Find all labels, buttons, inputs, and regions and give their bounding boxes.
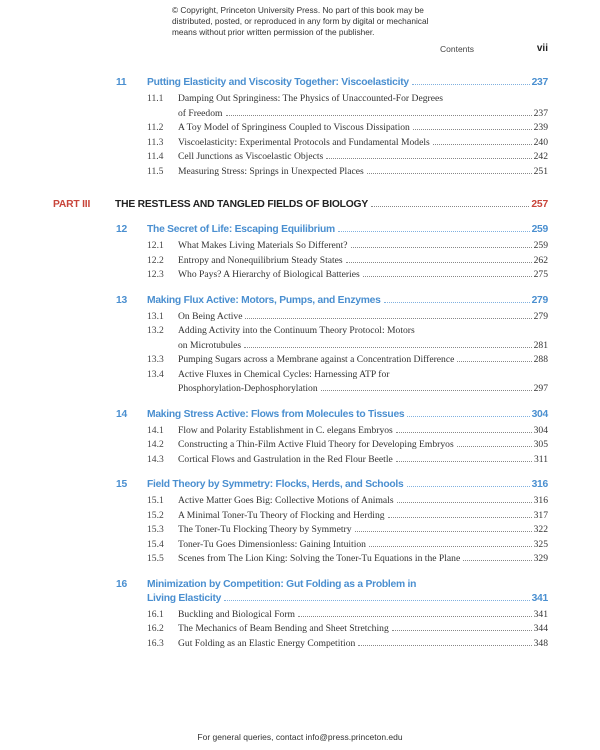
title-line xyxy=(178,494,548,509)
chapter-entry-title xyxy=(147,76,548,90)
section-entry-number: 15.5 xyxy=(147,553,164,564)
chapter-entry[interactable] xyxy=(116,578,548,606)
dot-leader xyxy=(412,84,530,85)
copyright-line: means without prior written permission of the publisher. xyxy=(172,27,375,38)
title-line xyxy=(147,478,548,492)
title-line xyxy=(178,310,548,325)
section-entry[interactable] xyxy=(147,509,548,524)
section-entry-title xyxy=(178,523,548,538)
section-entry-number: 11.3 xyxy=(147,136,164,148)
title-line xyxy=(178,438,548,453)
chapter-entry-title xyxy=(147,223,548,237)
section-list xyxy=(0,92,600,179)
dot-leader xyxy=(358,645,531,646)
page-number: 344 xyxy=(533,623,548,634)
section-entry-title xyxy=(178,254,548,269)
chapter-entry[interactable] xyxy=(116,294,548,308)
title-line xyxy=(178,453,548,468)
chapter-block xyxy=(0,478,600,567)
section-entry-title xyxy=(178,509,548,524)
dot-leader xyxy=(226,115,532,116)
title-text: Entropy and Nonequilibrium Steady States xyxy=(178,254,343,266)
title-text: Minimization by Competition: Gut Folding as a Problem in xyxy=(147,578,417,590)
dot-leader xyxy=(457,446,532,447)
section-entry-title xyxy=(178,552,548,567)
title-text: The Mechanics of Beam Bending and Sheet Stretching xyxy=(178,623,389,634)
part-page-number: 257 xyxy=(531,199,548,210)
section-entry-title xyxy=(178,150,548,165)
title-line xyxy=(178,353,548,368)
copyright-line: © Copyright, Princeton University Press. No part of this book may be xyxy=(172,5,424,15)
title-line xyxy=(178,368,548,383)
chapter-entry-title xyxy=(147,478,548,492)
chapter-block xyxy=(0,578,600,652)
title-text: What Makes Living Materials So Different? xyxy=(178,240,348,251)
section-entry-number: 15.1 xyxy=(147,495,164,506)
section-entry[interactable] xyxy=(147,368,548,397)
section-entry-number: 15.3 xyxy=(147,524,164,535)
section-entry[interactable] xyxy=(147,453,548,468)
dot-leader xyxy=(384,302,530,303)
title-text: Active Fluxes in Chemical Cycles: Harnessing ATP for xyxy=(178,368,390,380)
dot-leader xyxy=(338,231,530,232)
running-head xyxy=(440,44,548,54)
title-text: Flow and Polarity Establishment in C. elegans Embryos xyxy=(178,424,393,436)
section-entry-number: 14.1 xyxy=(147,424,164,436)
chapter-entry-number: 15 xyxy=(116,479,127,490)
dot-leader xyxy=(298,616,532,617)
copyright-line: distributed, posted, or reproduced in any form by digital or mechanical xyxy=(172,16,429,27)
section-entry[interactable] xyxy=(147,268,548,283)
section-entry-title xyxy=(178,165,548,180)
section-entry-title xyxy=(178,136,548,151)
section-entry-number: 11.1 xyxy=(147,93,164,104)
page-number: 240 xyxy=(533,136,548,148)
title-text: Adding Activity into the Continuum Theory Protocol: Motors xyxy=(178,325,415,336)
section-entry-title xyxy=(178,92,548,121)
page-number: 251 xyxy=(533,165,548,177)
chapter-block xyxy=(0,408,600,468)
section-entry[interactable] xyxy=(147,239,548,254)
title-text: Field Theory by Symmetry: Flocks, Herds, and Schools xyxy=(147,479,404,490)
dot-leader xyxy=(463,560,531,561)
section-entry-number: 14.3 xyxy=(147,453,164,465)
title-line xyxy=(178,608,548,623)
dot-leader xyxy=(367,173,532,174)
section-entry[interactable] xyxy=(147,538,548,553)
section-entry-number: 16.1 xyxy=(147,608,164,620)
page-number: 297 xyxy=(533,383,548,394)
section-entry[interactable] xyxy=(147,324,548,353)
dot-leader xyxy=(371,206,529,207)
section-entry-title xyxy=(178,494,548,509)
page-number: 341 xyxy=(531,592,548,604)
title-line xyxy=(178,239,548,254)
section-list xyxy=(0,608,600,652)
section-entry-title xyxy=(178,324,548,353)
chapter-entry-title xyxy=(147,578,548,606)
page-number: 275 xyxy=(533,269,548,280)
title-text: Cell Junctions as Viscoelastic Objects xyxy=(178,151,324,162)
section-list xyxy=(0,494,600,567)
section-entry[interactable] xyxy=(147,523,548,538)
title-text: Cortical Flows and Gastrulation in the Red Flour Beetle xyxy=(178,453,393,465)
section-entry-number: 16.2 xyxy=(147,623,164,634)
section-entry-number: 13.4 xyxy=(147,368,164,380)
title-line xyxy=(178,107,548,122)
section-entry-number: 11.5 xyxy=(147,165,164,177)
chapter-entry[interactable] xyxy=(116,223,548,237)
section-entry[interactable] xyxy=(147,424,548,439)
chapter-entry-title xyxy=(147,294,548,308)
section-entry-number: 14.2 xyxy=(147,439,164,450)
chapter-entry-number: 13 xyxy=(116,294,127,306)
title-line xyxy=(178,324,548,339)
title-text: Damping Out Springiness: The Physics of Unaccounted-For Degrees xyxy=(178,93,443,104)
page-number: 329 xyxy=(533,553,548,564)
page-number: 259 xyxy=(533,240,548,251)
page-number: 242 xyxy=(533,151,548,162)
chapter-entry-number: 12 xyxy=(116,224,127,235)
page-number: 316 xyxy=(531,479,548,490)
section-entry-title xyxy=(178,121,548,136)
title-text: Active Matter Goes Big: Collective Motions of Animals xyxy=(178,495,394,506)
title-line xyxy=(147,408,548,422)
dot-leader xyxy=(355,531,532,532)
title-text: Viscoelasticity: Experimental Protocols and Fundamental Models xyxy=(178,136,430,148)
page-number: 259 xyxy=(531,224,548,235)
section-entry[interactable] xyxy=(147,92,548,121)
page-number: 316 xyxy=(533,495,548,506)
dot-leader xyxy=(363,276,532,277)
page-number: 304 xyxy=(533,424,548,436)
dot-leader xyxy=(433,144,532,145)
title-line xyxy=(147,76,548,90)
title-text: of Freedom xyxy=(178,107,223,119)
title-line xyxy=(178,254,548,269)
section-entry-title xyxy=(178,268,548,283)
part-label: PART III xyxy=(53,199,91,210)
title-line xyxy=(178,382,548,397)
section-entry[interactable] xyxy=(147,150,548,165)
title-line xyxy=(147,592,548,606)
section-entry-number: 13.2 xyxy=(147,325,164,336)
section-entry-number: 16.3 xyxy=(147,637,164,649)
title-text: Gut Folding as an Elastic Energy Competition xyxy=(178,637,356,649)
dot-leader xyxy=(407,486,530,487)
section-entry-title xyxy=(178,424,548,439)
page-number: vii xyxy=(536,43,548,54)
section-entry-title xyxy=(178,368,548,397)
title-text: Putting Elasticity and Viscosity Together: Viscoelasticity xyxy=(147,77,409,88)
title-line xyxy=(178,136,548,151)
chapter-entry-number: 14 xyxy=(116,408,127,420)
chapter-entry-title xyxy=(147,408,548,422)
section-entry[interactable] xyxy=(147,552,548,567)
running-head-label: Contents xyxy=(440,44,475,54)
chapter-entry[interactable] xyxy=(116,408,548,422)
dot-leader xyxy=(407,416,529,417)
section-entry[interactable] xyxy=(147,254,548,269)
part-title: THE RESTLESS AND TANGLED FIELDS OF BIOLOGY xyxy=(115,199,369,210)
section-entry-title xyxy=(178,608,548,623)
chapter-entry-number: 16 xyxy=(116,578,127,590)
section-list xyxy=(0,310,600,397)
section-entry-number: 11.2 xyxy=(147,122,164,133)
dot-leader xyxy=(326,158,531,159)
page-number: 304 xyxy=(531,408,548,420)
title-line xyxy=(178,165,548,180)
section-entry-title xyxy=(178,538,548,553)
section-entry-title xyxy=(178,438,548,453)
dot-leader xyxy=(396,432,532,433)
dot-leader xyxy=(224,600,529,601)
dot-leader xyxy=(321,390,532,391)
dot-leader xyxy=(388,517,532,518)
title-text: Pumping Sugars across a Membrane against a Concentration Difference xyxy=(178,354,455,365)
section-entry-number: 15.4 xyxy=(147,538,164,550)
chapter-entry-number: 11 xyxy=(116,77,127,88)
section-entry-title xyxy=(178,239,548,254)
section-entry[interactable] xyxy=(147,165,548,180)
dot-leader xyxy=(244,347,531,348)
section-entry[interactable] xyxy=(147,353,548,368)
section-entry[interactable] xyxy=(147,637,548,652)
title-line xyxy=(178,538,548,553)
title-text: A Toy Model of Springiness Coupled to Viscous Dissipation xyxy=(178,122,410,133)
title-text: Making Flux Active: Motors, Pumps, and Enzymes xyxy=(147,294,381,306)
title-line xyxy=(178,339,548,354)
section-entry[interactable] xyxy=(147,310,548,325)
title-line xyxy=(147,578,548,592)
footer-contact: For general queries, contact info@press.princeton.edu xyxy=(197,732,403,742)
dot-leader xyxy=(457,361,531,362)
page-number: 317 xyxy=(533,509,548,521)
section-entry-number: 11.4 xyxy=(147,151,164,162)
page-number: 239 xyxy=(533,122,548,133)
page-number: 237 xyxy=(533,107,548,119)
title-text: Buckling and Biological Form xyxy=(178,608,295,620)
dot-leader xyxy=(396,461,532,462)
dot-leader xyxy=(369,546,532,547)
section-entry[interactable] xyxy=(147,622,548,637)
section-entry-number: 12.1 xyxy=(147,240,164,251)
title-line xyxy=(178,424,548,439)
chapter-block xyxy=(0,223,600,283)
table-of-contents xyxy=(0,76,600,651)
title-line xyxy=(178,523,548,538)
chapter-entry[interactable] xyxy=(116,478,548,492)
section-entry-title xyxy=(178,353,548,368)
section-entry-number: 13.1 xyxy=(147,310,164,322)
title-text: Phosphorylation-Dephosphorylation xyxy=(178,383,318,394)
dot-leader xyxy=(397,502,532,503)
chapter-entry[interactable] xyxy=(116,76,548,90)
page-number: 288 xyxy=(533,354,548,365)
title-text: on Microtubules xyxy=(178,339,242,351)
section-entry-title xyxy=(178,637,548,652)
page-number: 325 xyxy=(533,538,548,550)
title-text: Making Stress Active: Flows from Molecules to Tissues xyxy=(147,408,405,420)
page-number: 281 xyxy=(533,339,548,351)
section-entry-title xyxy=(178,453,548,468)
page-number: 311 xyxy=(533,453,548,465)
section-entry-title xyxy=(178,310,548,325)
title-text: Toner-Tu Goes Dimensionless: Gaining Intuition xyxy=(178,538,366,550)
section-entry[interactable] xyxy=(147,136,548,151)
title-line xyxy=(178,121,548,136)
title-line xyxy=(147,294,548,308)
chapter-block xyxy=(0,294,600,397)
title-text: Who Pays? A Hierarchy of Biological Batteries xyxy=(178,269,360,280)
dot-leader xyxy=(413,129,532,130)
title-line xyxy=(178,637,548,652)
dot-leader xyxy=(245,318,531,319)
title-line xyxy=(178,268,548,283)
dot-leader xyxy=(392,630,532,631)
page-number: 237 xyxy=(531,77,548,88)
title-line xyxy=(178,552,548,567)
chapter-block xyxy=(0,76,600,179)
title-text: On Being Active xyxy=(178,310,243,322)
section-entry-number: 12.2 xyxy=(147,254,164,266)
title-text: Constructing a Thin-Film Active Fluid Theory for Developing Embryos xyxy=(178,439,454,450)
dot-leader xyxy=(346,262,532,263)
title-line xyxy=(178,509,548,524)
page-number: 322 xyxy=(533,524,548,535)
title-text: A Minimal Toner-Tu Theory of Flocking and Herding xyxy=(178,509,385,521)
section-entry-number: 13.3 xyxy=(147,354,164,365)
title-line xyxy=(178,150,548,165)
title-line xyxy=(178,622,548,637)
title-text: The Toner-Tu Flocking Theory by Symmetry xyxy=(178,524,352,535)
page-number: 341 xyxy=(533,608,548,620)
title-text: The Secret of Life: Escaping Equilibrium xyxy=(147,224,335,235)
section-entry[interactable] xyxy=(147,494,548,509)
copyright-notice xyxy=(172,5,428,39)
page-number: 279 xyxy=(531,294,548,306)
dot-leader xyxy=(351,247,532,248)
section-entry-title xyxy=(178,622,548,637)
section-entry[interactable] xyxy=(147,438,548,453)
page-number: 262 xyxy=(533,254,548,266)
title-text: Measuring Stress: Springs in Unexpected Places xyxy=(178,165,364,177)
title-text: Living Elasticity xyxy=(147,592,222,604)
part-heading[interactable] xyxy=(53,198,548,212)
section-list xyxy=(0,424,600,468)
section-entry[interactable] xyxy=(147,608,548,623)
section-list xyxy=(0,239,600,283)
title-line xyxy=(178,92,548,107)
page-number: 348 xyxy=(533,637,548,649)
section-entry-number: 15.2 xyxy=(147,509,164,521)
section-entry-number: 12.3 xyxy=(147,269,164,280)
page-number: 279 xyxy=(533,310,548,322)
title-text: Scenes from The Lion King: Solving the Toner-Tu Equations in the Plane xyxy=(178,553,461,564)
page-number: 305 xyxy=(533,439,548,450)
title-line xyxy=(147,223,548,237)
section-entry[interactable] xyxy=(147,121,548,136)
